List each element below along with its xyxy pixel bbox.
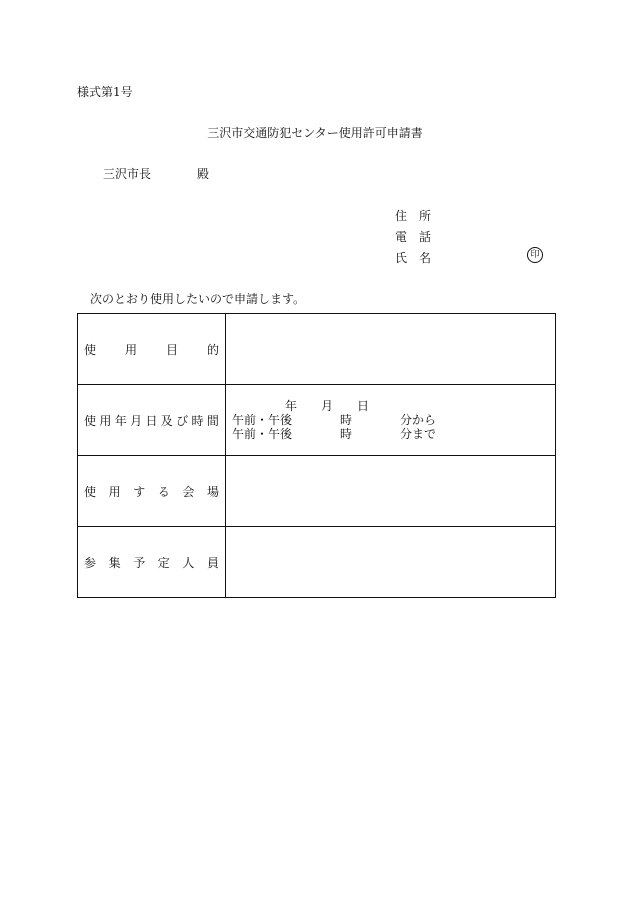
applicant-block bbox=[395, 206, 431, 269]
hall-field[interactable] bbox=[226, 456, 556, 527]
table-row bbox=[78, 527, 556, 598]
purpose-field[interactable] bbox=[226, 314, 556, 385]
hall-label: 使 用 す る 会 場 bbox=[78, 456, 226, 527]
phone-label: 電 話 bbox=[395, 230, 432, 244]
addressee bbox=[103, 165, 209, 182]
address-label: 住 所 bbox=[395, 209, 432, 223]
table-row bbox=[78, 385, 556, 456]
seal-mark-icon: 印 bbox=[527, 247, 543, 263]
attendees-field[interactable] bbox=[226, 527, 556, 598]
addressee-honorific: 殿 bbox=[197, 167, 210, 181]
start-time-line: 午前・午後 時 分から bbox=[232, 413, 437, 427]
addressee-name: 三沢市長 bbox=[103, 167, 152, 181]
form-number: 様式第1号 bbox=[77, 85, 133, 99]
name-label: 氏 名 bbox=[395, 251, 432, 265]
intro-statement: 次のとおり使用したいので申請します。 bbox=[90, 292, 306, 306]
datetime-label: 使 用 年 月 日 及 び 時 間 bbox=[78, 385, 226, 456]
date-line: 年 月 日 bbox=[285, 399, 370, 413]
datetime-field[interactable] bbox=[226, 385, 556, 456]
document-title: 三沢市交通防犯センター使用許可申請書 bbox=[207, 126, 423, 140]
attendees-label: 参 集 予 定 人 員 bbox=[78, 527, 226, 598]
table-row bbox=[78, 314, 556, 385]
purpose-label: 使 用 目 的 bbox=[78, 314, 226, 385]
application-table bbox=[77, 313, 556, 598]
table-row bbox=[78, 456, 556, 527]
end-time-line: 午前・午後 時 分まで bbox=[232, 427, 437, 441]
